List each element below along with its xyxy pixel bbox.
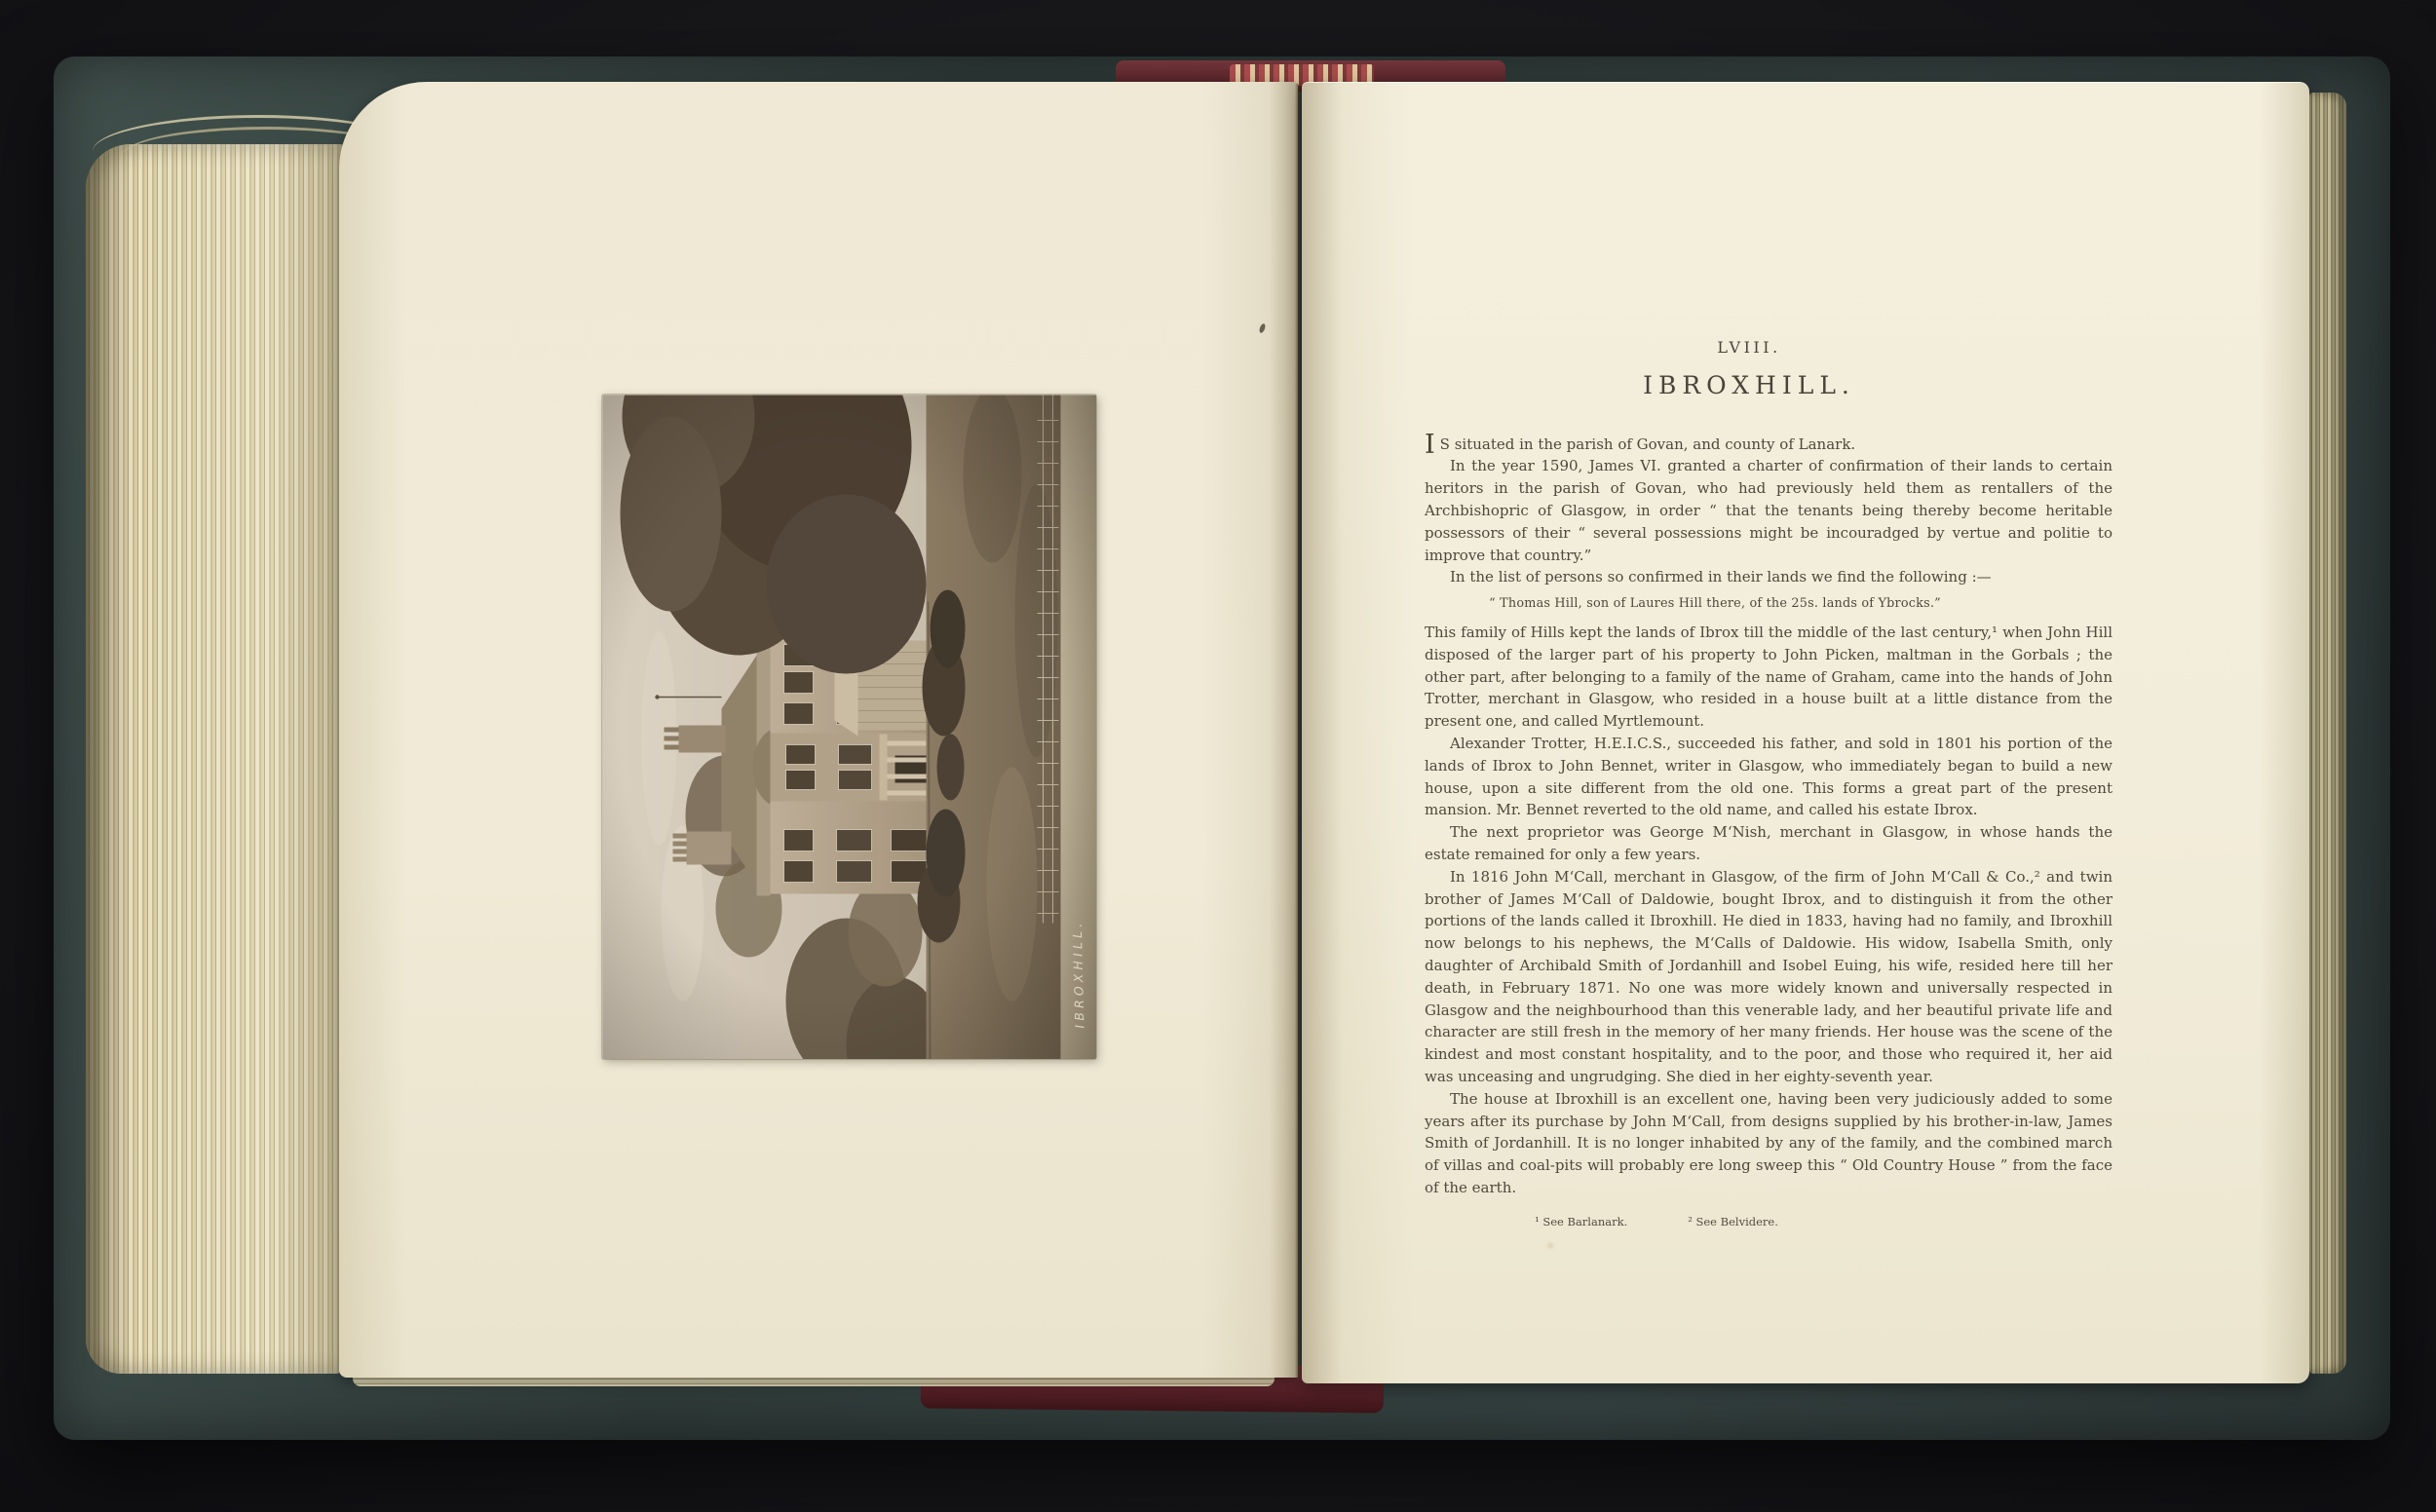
vignette	[602, 395, 1096, 1059]
foxing-spot	[1547, 1243, 1553, 1248]
page-title: IBROXHILL.	[1643, 370, 1855, 399]
footnotes	[1425, 1211, 1888, 1233]
paragraph: Alexander Trotter, H.E.I.C.S., succeeded his father, and sold in 1801 his portion of the lands of Ibrox to John Bennet, writer in Glasgow, who immediately began to build a new house, upon a site different from the old one. This forms a great part of the present mansion. Mr. Bennet reverted to the old name, and called his estate Ibrox.	[1425, 734, 2112, 819]
gutter-shadow	[1295, 84, 1301, 1378]
paragraph: In 1816 John M‘Call, merchant in Glasgow, of the firm of John M‘Call & Co.,² and twin brother of James M‘Call of Daldowie, bought Ibrox, and to distinguish it from the other portions of the lands called it Ibroxhill. He died in 1833, having had no family, and Ibroxhill now belongs to his nephews, the M‘Calls of Daldowie. His widow, Isabella Smith, only daughter of Archibald Smith of Jordanhill and Isobel Euing, his wife, resided here till her death, in February 1871. No one was more widely known and universally respected in Glasgow and the neighbourhood than this venerable lady, and her beautiful private life and character are still fresh in the memory of her many friends. Her house was the scene of the kindest and most constant hospitality, and to the poor, and those who required it, her aid was unceasing and ungrudging. She died in her eighty-seventh year.	[1425, 867, 2112, 1085]
left-page	[339, 82, 1298, 1378]
footnote: ² See Belvidere.	[1688, 1214, 1778, 1228]
body-paragraphs	[1425, 455, 2112, 588]
chapter-number: LVIII.	[1717, 338, 1781, 357]
paragraph: The next proprietor was George M‘Nish, merchant in Glasgow, in whose hands the estate remained for only a few years.	[1425, 823, 2112, 863]
footnote: ¹ See Barlanark.	[1535, 1214, 1628, 1228]
paragraph: This family of Hills kept the lands of Ibrox till the middle of the last century,¹ when John Hill disposed of the larger part of his property to John Picken, maltman in the Gorbals ; the other part, after belonging to a family of the name of Graham, came into the hands of John Trotter, merchant in Glasgow, who resided in a house built at a little distance from the present one, and called Myrtlemount.	[1425, 623, 2112, 731]
text-column	[1425, 337, 2112, 1232]
initial-capital: I	[1425, 429, 1435, 460]
paragraph: In the list of persons so confirmed in their lands we find the following :—	[1450, 568, 1992, 586]
chapter-heading	[1425, 337, 2074, 397]
right-page	[1302, 82, 2309, 1383]
lead-paragraph	[1425, 429, 2112, 460]
body-text	[1425, 429, 2112, 1233]
paragraph: The house at Ibroxhill is an excellent one, having been very judiciously added to some years after its purchase by John M‘Call, from designs supplied by his brother-in-law, James Smith of Jordanhill. It is no longer inhabited by any of the family, and the combined march of villas and coal-pits will probably ere long sweep this “ Old Country House ” from the face of the earth.	[1425, 1089, 2112, 1196]
photograph-upright-scene	[602, 395, 1096, 1059]
inset-quotation: “ Thomas Hill, son of Laures Hill there, of the 25s. lands of Ybrocks.”	[1489, 596, 1941, 612]
mounted-photograph	[602, 395, 1096, 1059]
photo-caption: IBROXHILL.	[1069, 918, 1086, 1029]
house-photo-illustration	[602, 395, 1096, 1059]
paragraph: In the year 1590, James VI. granted a charter of confirmation of their lands to certain heritors in the parish of Govan, who had previously held them as rentallers of the Archbishopric of Glasgow, in order “ that the tenants being thereby become heritable possessors of their “ several possessions might be incouradged by vertue and politie to improve that country.”	[1425, 457, 2112, 564]
lead-text: S situated in the parish of Govan, and county of Lanark.	[1439, 435, 1856, 453]
fanned-page-edges-right	[2309, 93, 2346, 1374]
body-paragraphs	[1425, 622, 2112, 1199]
fanned-page-edges-left	[86, 144, 349, 1374]
